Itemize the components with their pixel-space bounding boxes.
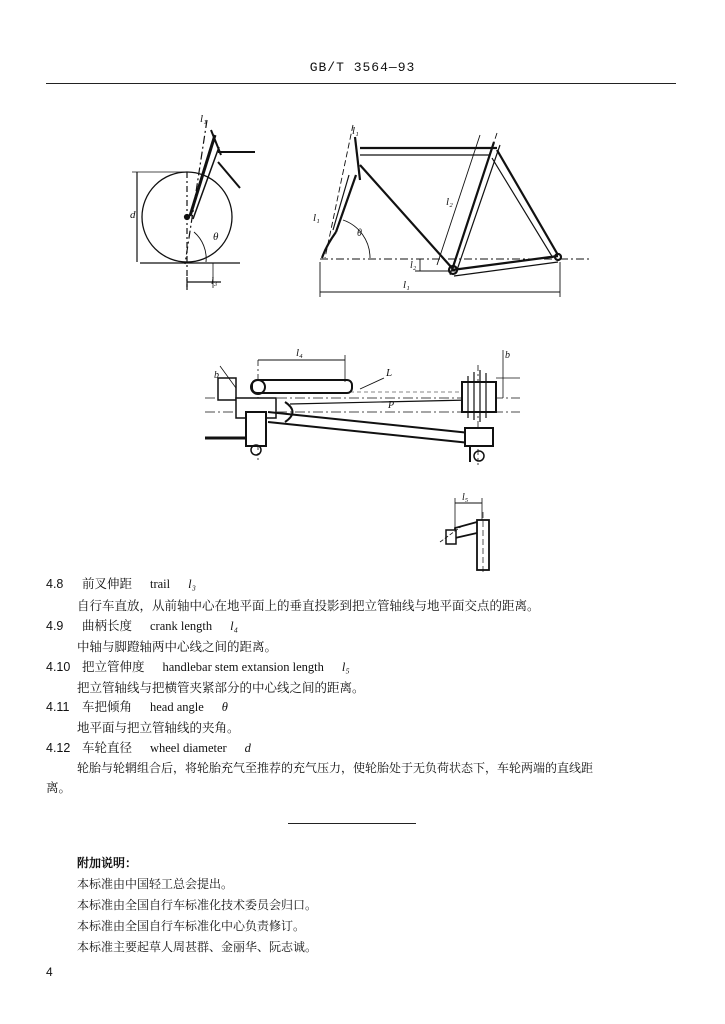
frame-figure (322, 137, 561, 276)
stem-figure (440, 498, 489, 575)
section-symbol: l₅ (341, 660, 350, 674)
section-4-8 (46, 574, 686, 594)
label-L: L (386, 367, 393, 379)
label-l4: l₄ (296, 347, 303, 359)
label-b-right: b (505, 350, 510, 361)
section-4-12-desc: 轮胎与轮辋组合后，将轮胎充气至推荐的充气压力，使轮胎处于无负荷状态下，车轮两端的直线距 (77, 761, 594, 775)
fork-figure (132, 120, 255, 290)
notes-line: 本标准主要起草人周甚群、金丽华、阮志诚。 (77, 940, 318, 954)
label-l1-frame: l₁ (352, 125, 359, 137)
label-theta-fork: θ (213, 231, 219, 243)
section-term-en: handlebar stem extansion length (162, 660, 324, 674)
section-4-12 (46, 738, 686, 758)
label-l5: l₅ (462, 492, 469, 503)
section-symbol: l₄ (230, 619, 238, 633)
section-term: 前叉伸距 (81, 576, 132, 591)
section-symbol: d (244, 741, 251, 755)
label-l1-fork-frame: l₁ (313, 212, 320, 224)
section-term: 车轮直径 (81, 740, 132, 755)
section-4-12-desc-cont: 离。 (46, 780, 72, 795)
section-4-11 (46, 697, 686, 717)
label-l3: l₃ (211, 276, 218, 287)
section-4-8-desc: 自行车直放，从前轴中心在地平面上的垂直投影到把立管轴线与地平面交点的距离。 (77, 598, 540, 613)
frame-dimensions (320, 125, 590, 297)
section-4-11-desc: 地平面与把立管轴线的夹角。 (77, 720, 240, 735)
section-4-9-desc: 中轴与脚蹬轴两中心线之间的距离。 (77, 639, 278, 654)
section-4-10 (46, 657, 686, 677)
label-h: l₂ (410, 260, 417, 271)
notes-line: 本标准由全国自行车标准化中心负责修订。 (77, 919, 306, 933)
section-symbol: θ (221, 700, 228, 714)
notes-title: 附加说明： (77, 856, 138, 870)
label-d: d (130, 209, 136, 221)
section-number: 4.10 (46, 660, 71, 674)
label-l2: l₂ (446, 196, 453, 208)
section-number: 4.8 (46, 577, 64, 591)
label-P: P (388, 400, 395, 411)
label-b-left: b (214, 370, 219, 381)
label-theta-frame: θ (357, 228, 362, 239)
section-number: 4.9 (46, 619, 64, 633)
section-number: 4.11 (46, 700, 70, 714)
section-term: 曲柄长度 (81, 618, 132, 633)
additional-notes (77, 853, 317, 958)
page-number: 4 (46, 965, 53, 979)
section-term-en: wheel diameter (149, 741, 227, 755)
page-header: GB/T 3564—93 (309, 60, 416, 75)
section-term: 把立管伸度 (81, 659, 145, 674)
notes-line: 本标准由中国轻工总会提出。 (77, 877, 234, 891)
section-4-9 (46, 616, 686, 636)
section-divider (288, 823, 416, 824)
section-number: 4.12 (46, 741, 71, 755)
section-term-en: trail (149, 577, 171, 591)
label-l1-fork: l₁ (200, 113, 207, 125)
label-l1-wheelbase: l₁ (403, 279, 410, 291)
section-term: 车把倾角 (81, 699, 132, 714)
section-symbol: l₃ (188, 577, 196, 591)
crank-figure (205, 350, 520, 465)
section-4-10-desc: 把立管轴线与把横管夹紧部分的中心线之间的距离。 (77, 680, 365, 695)
section-term-en: head angle (149, 700, 204, 714)
section-term-en: crank length (149, 619, 213, 633)
notes-line: 本标准由全国自行车标准化技术委员会归口。 (77, 898, 318, 912)
